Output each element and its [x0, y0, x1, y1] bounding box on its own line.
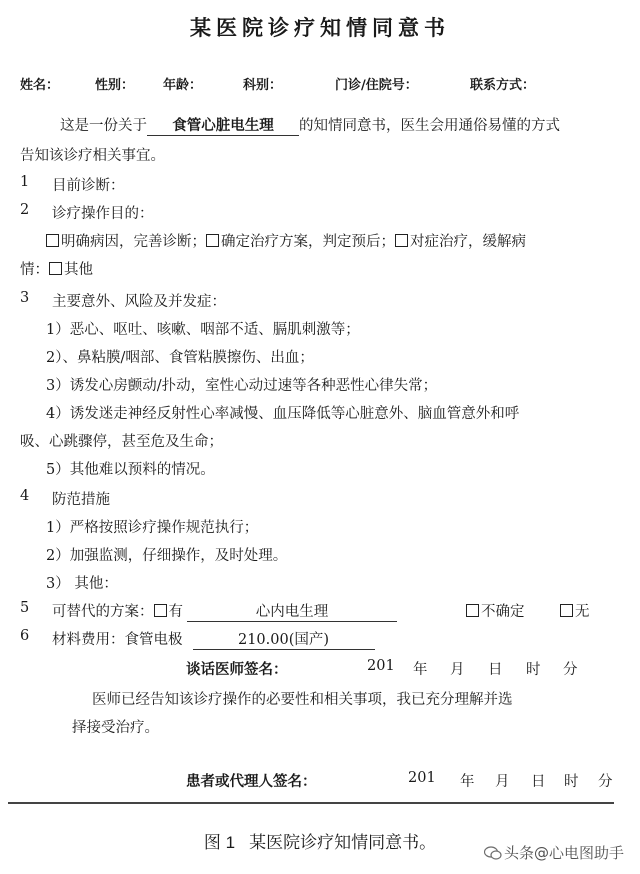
alternative-yes-label: 有	[168, 604, 183, 620]
prevention-item-3: 3） 其他：	[46, 576, 118, 592]
risk-item-3: 3）诱发心房颤动/扑动，室性心动过速等各种恶性心律失常；	[46, 378, 438, 394]
intro-procedure-fill: 食管心脏电生理	[147, 117, 299, 136]
info-gender-label: 性别：	[95, 78, 135, 93]
section-2-options-line-2	[20, 258, 93, 279]
info-contact-label: 联系方式：	[470, 78, 536, 93]
section-6-line	[52, 628, 375, 650]
risk-item-2: 2）、鼻粘膜/咽部、食管粘膜擦伤、出血；	[46, 350, 314, 366]
section-2-number: 2	[20, 202, 30, 218]
figure-caption-text: 某医院诊疗知情同意书。	[249, 833, 437, 852]
document-bottom-rule	[8, 802, 614, 804]
material-cost-label: 材料费用：食管电极	[52, 632, 183, 648]
doctor-signature-hour-unit: 时	[526, 662, 541, 678]
section-5-number: 5	[20, 600, 30, 616]
purpose-other-checkbox[interactable]	[49, 262, 62, 275]
section-4-number: 4	[20, 488, 30, 504]
doctor-signature-month-unit: 月	[450, 662, 465, 678]
alternative-none	[560, 600, 590, 621]
document-title: 某医院诊疗知情同意书	[190, 15, 450, 40]
risk-item-1: 1）恶心、呕吐、咳嗽、咽部不适、膈肌刺激等；	[46, 322, 360, 338]
figure-number: 图 1	[203, 833, 236, 852]
purpose-plan-label: 确定治疗方案，判定预后；	[221, 234, 395, 250]
consent-statement-line-1: 医师已经告知该诊疗操作的必要性和相关事项，我已充分理解并选	[92, 692, 513, 708]
risk-item-4: 4）诱发迷走神经反射性心率减慢、血压降低等心脏意外、脑血管意外和呼	[46, 406, 520, 422]
alternative-fill: 心内电生理	[187, 603, 397, 622]
intro-line-2: 告知该诊疗相关事宜。	[20, 148, 165, 164]
patient-signature-year: 201	[408, 770, 436, 786]
purpose-diagnosis-label: 明确病因，完善诊断；	[61, 234, 206, 250]
section-6-number: 6	[20, 628, 30, 644]
alternative-no-label: 无	[575, 604, 590, 620]
watermark	[484, 842, 624, 863]
purpose-plan-checkbox[interactable]	[206, 234, 219, 247]
risk-item-4-continued: 吸、心跳骤停，甚至危及生命；	[20, 434, 223, 450]
purpose-symptomatic-label: 对症治疗，缓解病	[410, 234, 526, 250]
patient-signature-minute-unit: 分	[598, 774, 613, 790]
consent-statement-line-2: 择接受治疗。	[72, 720, 159, 736]
prevention-item-1: 1）严格按照诊疗操作规范执行；	[46, 520, 259, 536]
alternative-unsure-checkbox[interactable]	[466, 604, 479, 617]
material-cost-fill: 210.00(国产)	[193, 631, 375, 650]
watermark-text: 头条@心电图助手	[504, 844, 625, 862]
alternative-yes-checkbox[interactable]	[154, 604, 167, 617]
purpose-diagnosis-checkbox[interactable]	[46, 234, 59, 247]
patient-signature-month-unit: 月	[495, 774, 510, 790]
doctor-signature-minute-unit: 分	[563, 662, 578, 678]
section-1-number: 1	[20, 174, 30, 190]
info-clinic-number-label: 门诊/住院号：	[335, 78, 418, 93]
doctor-signature-year-unit: 年	[413, 662, 428, 678]
section-3-label: 主要意外、风险及并发症：	[52, 294, 226, 310]
patient-signature-year-unit: 年	[460, 774, 475, 790]
purpose-symptomatic-checkbox[interactable]	[395, 234, 408, 247]
patient-signature-label: 患者或代理人签名：	[186, 773, 317, 790]
alternative-unsure	[466, 600, 525, 621]
info-age-label: 年龄：	[163, 78, 203, 93]
intro-prefix: 这是一份关于	[60, 118, 147, 134]
intro-suffix: 的知情同意书，医生会用通俗易懂的方式	[299, 118, 560, 134]
section-5-line	[52, 600, 397, 622]
section-1-label: 目前诊断：	[52, 178, 125, 194]
patient-signature-hour-unit: 时	[564, 774, 579, 790]
doctor-signature-label: 谈话医师签名：	[186, 661, 288, 678]
doctor-signature-year: 201	[367, 658, 395, 674]
alternative-no-checkbox[interactable]	[560, 604, 573, 617]
risk-item-5: 5）其他难以预料的情况。	[46, 462, 215, 478]
purpose-other-label: 其他	[64, 262, 93, 278]
patient-signature-day-unit: 日	[531, 774, 546, 790]
section-4-label: 防范措施	[52, 492, 110, 508]
intro-line-1	[60, 114, 560, 136]
doctor-signature-day-unit: 日	[488, 662, 503, 678]
section-2-options-line	[46, 230, 526, 251]
alternative-unsure-label: 不确定	[481, 604, 525, 620]
info-dept-label: 科别：	[243, 78, 283, 93]
prevention-item-2: 2）加强监测，仔细操作，及时处理。	[46, 548, 288, 564]
info-name-label: 姓名：	[20, 78, 60, 93]
alternative-label: 可替代的方案：	[52, 604, 154, 620]
purpose-wrap-text: 情：	[20, 262, 49, 278]
section-2-label: 诊疗操作目的：	[52, 206, 154, 222]
section-3-number: 3	[20, 290, 30, 306]
wechat-bubble-icon	[484, 846, 502, 860]
